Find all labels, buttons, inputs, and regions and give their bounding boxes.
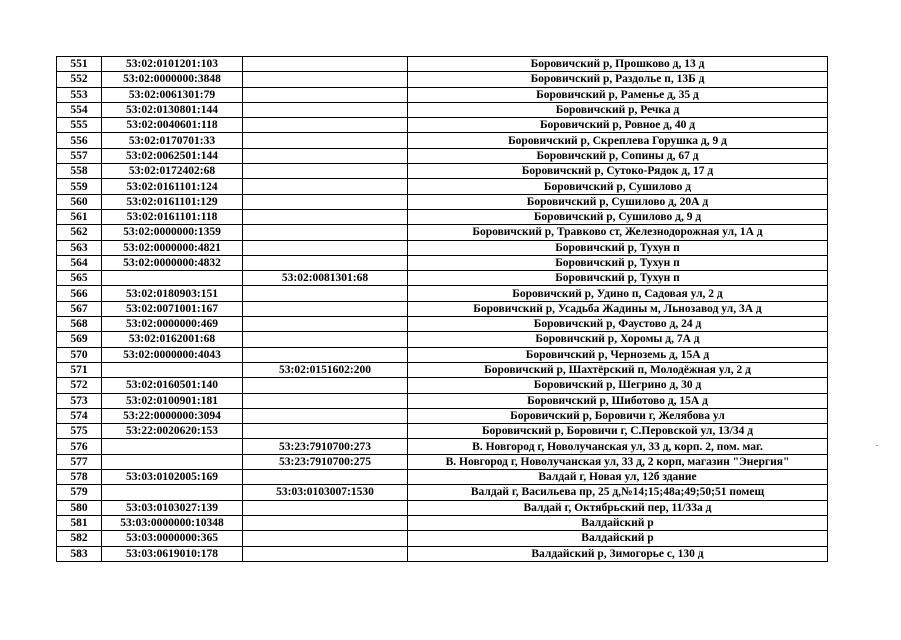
row-number-cell: 574 — [57, 408, 102, 423]
cadastral-number-cell: 53:22:0000000:3094 — [102, 408, 243, 423]
address-cell: Валдай г, Васильева пр, 25 д,№14;15;48а;49;50;51 помещ — [408, 485, 828, 500]
table-row — [57, 286, 828, 301]
secondary-cadastral-number-cell — [243, 194, 408, 209]
row-number-cell: 567 — [57, 301, 102, 316]
cadastral-number-cell: 53:22:0020620:153 — [102, 424, 243, 439]
address-cell: Боровичский р, Тухун п — [408, 255, 828, 270]
address-cell: Боровичский р, Хоромы д, 7А д — [408, 332, 828, 347]
address-cell: Боровичский р, Шиботово д, 15А д — [408, 393, 828, 408]
secondary-cadastral-number-cell: 53:02:0081301:68 — [243, 271, 408, 286]
table-row — [57, 301, 828, 316]
address-cell: Боровичский р, Боровичи г, Желябова ул — [408, 408, 828, 423]
row-number-cell: 563 — [57, 240, 102, 255]
table-row — [57, 148, 828, 163]
secondary-cadastral-number-cell: 53:03:0103007:1530 — [243, 485, 408, 500]
address-cell: Боровичский р, Раменье д, 35 д — [408, 87, 828, 102]
row-number-cell: 580 — [57, 500, 102, 515]
row-number-cell: 577 — [57, 454, 102, 469]
secondary-cadastral-number-cell — [243, 332, 408, 347]
cadastral-number-cell: 53:02:0000000:3848 — [102, 72, 243, 87]
secondary-cadastral-number-cell — [243, 225, 408, 240]
table-row — [57, 317, 828, 332]
row-number-cell: 558 — [57, 164, 102, 179]
secondary-cadastral-number-cell — [243, 286, 408, 301]
row-number-cell: 581 — [57, 515, 102, 530]
table-row — [57, 500, 828, 515]
address-cell: Боровичский р, Ровное д, 40 д — [408, 118, 828, 133]
row-number-cell: 556 — [57, 133, 102, 148]
cadastral-number-cell: 53:02:0161101:124 — [102, 179, 243, 194]
row-number-cell: 565 — [57, 271, 102, 286]
row-number-cell: 559 — [57, 179, 102, 194]
row-number-cell: 582 — [57, 531, 102, 546]
cadastral-number-cell: 53:02:0180903:151 — [102, 286, 243, 301]
cadastral-number-cell: 53:02:0000000:4043 — [102, 347, 243, 362]
secondary-cadastral-number-cell — [243, 57, 408, 72]
address-cell: Боровичский р, Удино п, Садовая ул, 2 д — [408, 286, 828, 301]
secondary-cadastral-number-cell — [243, 393, 408, 408]
secondary-cadastral-number-cell — [243, 515, 408, 530]
address-cell: Боровичский р, Раздолье п, 13Б д — [408, 72, 828, 87]
address-cell: Боровичский р, Сушилово д — [408, 179, 828, 194]
cadastral-number-cell: 53:02:0170701:33 — [102, 133, 243, 148]
table-row — [57, 454, 828, 469]
secondary-cadastral-number-cell — [243, 531, 408, 546]
address-cell: Боровичский р, Сушилово д, 20А д — [408, 194, 828, 209]
secondary-cadastral-number-cell — [243, 347, 408, 362]
secondary-cadastral-number-cell — [243, 240, 408, 255]
cadastral-number-cell: 53:02:0062501:144 — [102, 148, 243, 163]
table-row — [57, 72, 828, 87]
cadastral-number-cell: 53:02:0000000:4821 — [102, 240, 243, 255]
cadastral-number-cell — [102, 485, 243, 500]
secondary-cadastral-number-cell — [243, 255, 408, 270]
secondary-cadastral-number-cell: 53:23:7910700:275 — [243, 454, 408, 469]
table-row — [57, 378, 828, 393]
row-number-cell: 553 — [57, 87, 102, 102]
address-cell: Валдайский р, Зимогорье с, 130 д — [408, 546, 828, 561]
address-cell: Боровичский р, Тухун п — [408, 271, 828, 286]
address-cell: Боровичский р, Шахтёрский п, Молодёжная ул, 2 д — [408, 362, 828, 377]
cadastral-number-cell: 53:02:0040601:118 — [102, 118, 243, 133]
cadastral-number-cell: 53:02:0161101:129 — [102, 194, 243, 209]
cadastral-number-cell: 53:03:0103027:139 — [102, 500, 243, 515]
secondary-cadastral-number-cell — [243, 470, 408, 485]
table-row — [57, 225, 828, 240]
secondary-cadastral-number-cell: 53:23:7910700:273 — [243, 439, 408, 454]
cadastral-number-cell: 53:03:0619010:178 — [102, 546, 243, 561]
table-row — [57, 209, 828, 224]
address-cell: Валдай г, Новая ул, 12б здание — [408, 470, 828, 485]
cadastral-number-cell: 53:02:0130801:144 — [102, 102, 243, 117]
secondary-cadastral-number-cell — [243, 133, 408, 148]
cadastral-number-cell: 53:02:0000000:469 — [102, 317, 243, 332]
cadastral-number-cell: 53:03:0102005:169 — [102, 470, 243, 485]
table-row — [57, 87, 828, 102]
row-number-cell: 583 — [57, 546, 102, 561]
secondary-cadastral-number-cell — [243, 118, 408, 133]
address-cell: Боровичский р, Сутоко-Рядок д, 17 д — [408, 164, 828, 179]
address-cell: В. Новгород г, Новолучанская ул, 33 д, 2 корп, магазин "Энергия" — [408, 454, 828, 469]
address-cell: Боровичский р, Шегрино д, 30 д — [408, 378, 828, 393]
table-row — [57, 515, 828, 530]
address-cell: Боровичский р, Фаустово д, 24 д — [408, 317, 828, 332]
secondary-cadastral-number-cell — [243, 408, 408, 423]
address-cell: Боровичский р, Тухун п — [408, 240, 828, 255]
address-cell: Боровичский р, Прошково д, 13 д — [408, 57, 828, 72]
registry-table — [56, 56, 828, 562]
cadastral-number-cell: 53:02:0101201:103 — [102, 57, 243, 72]
row-number-cell: 564 — [57, 255, 102, 270]
row-number-cell: 575 — [57, 424, 102, 439]
address-cell: Боровичский р, Черноземь д, 15А д — [408, 347, 828, 362]
table-row — [57, 362, 828, 377]
cadastral-number-cell — [102, 439, 243, 454]
cadastral-number-cell: 53:03:0000000:10348 — [102, 515, 243, 530]
address-cell: Боровичский р, Травково ст, Железнодорожная ул, 1А д — [408, 225, 828, 240]
table-row — [57, 439, 828, 454]
row-number-cell: 554 — [57, 102, 102, 117]
address-cell: Валдай г, Октябрьский пер, 11/33а д — [408, 500, 828, 515]
table-row — [57, 424, 828, 439]
row-number-cell: 552 — [57, 72, 102, 87]
row-number-cell: 579 — [57, 485, 102, 500]
table-row — [57, 240, 828, 255]
secondary-cadastral-number-cell — [243, 179, 408, 194]
address-cell: Боровичский р, Боровичи г, С.Перовской ул, 13/34 д — [408, 424, 828, 439]
row-number-cell: 570 — [57, 347, 102, 362]
cadastral-number-cell: 53:02:0061301:79 — [102, 87, 243, 102]
cadastral-number-cell — [102, 271, 243, 286]
address-cell: Боровичский р, Усадьба Жадины м, Льнозавод ул, 3А д — [408, 301, 828, 316]
table-row — [57, 164, 828, 179]
row-number-cell: 578 — [57, 470, 102, 485]
secondary-cadastral-number-cell — [243, 317, 408, 332]
table-row — [57, 332, 828, 347]
row-number-cell: 560 — [57, 194, 102, 209]
secondary-cadastral-number-cell — [243, 209, 408, 224]
cadastral-number-cell: 53:02:0000000:4832 — [102, 255, 243, 270]
table-row — [57, 393, 828, 408]
cadastral-number-cell: 53:02:0160501:140 — [102, 378, 243, 393]
table-row — [57, 408, 828, 423]
secondary-cadastral-number-cell — [243, 378, 408, 393]
row-number-cell: 573 — [57, 393, 102, 408]
row-number-cell: 572 — [57, 378, 102, 393]
table-row — [57, 57, 828, 72]
cadastral-number-cell: 53:02:0161101:118 — [102, 209, 243, 224]
row-number-cell: 571 — [57, 362, 102, 377]
cadastral-number-cell: 53:02:0071001:167 — [102, 301, 243, 316]
cadastral-number-cell: 53:02:0100901:181 — [102, 393, 243, 408]
secondary-cadastral-number-cell — [243, 102, 408, 117]
secondary-cadastral-number-cell — [243, 301, 408, 316]
cadastral-number-cell: 53:02:0000000:1359 — [102, 225, 243, 240]
row-number-cell: 566 — [57, 286, 102, 301]
table-row — [57, 179, 828, 194]
cadastral-number-cell: 53:02:0162001:68 — [102, 332, 243, 347]
row-number-cell: 555 — [57, 118, 102, 133]
cadastral-number-cell: 53:02:0172402:68 — [102, 164, 243, 179]
row-number-cell: 562 — [57, 225, 102, 240]
secondary-cadastral-number-cell — [243, 148, 408, 163]
table-row — [57, 194, 828, 209]
address-cell: Боровичский р, Скреплева Горушка д, 9 д — [408, 133, 828, 148]
table-row — [57, 546, 828, 561]
registry-table-body — [57, 57, 828, 562]
secondary-cadastral-number-cell — [243, 72, 408, 87]
table-row — [57, 470, 828, 485]
table-row — [57, 133, 828, 148]
secondary-cadastral-number-cell — [243, 546, 408, 561]
row-number-cell: 569 — [57, 332, 102, 347]
row-number-cell: 551 — [57, 57, 102, 72]
table-row — [57, 531, 828, 546]
table-row — [57, 271, 828, 286]
secondary-cadastral-number-cell — [243, 164, 408, 179]
cadastral-number-cell — [102, 362, 243, 377]
table-row — [57, 102, 828, 117]
row-number-cell: 576 — [57, 439, 102, 454]
address-cell: Боровичский р, Сушилово д, 9 д — [408, 209, 828, 224]
table-row — [57, 118, 828, 133]
cadastral-number-cell — [102, 454, 243, 469]
row-number-cell: 561 — [57, 209, 102, 224]
table-row — [57, 255, 828, 270]
row-number-cell: 557 — [57, 148, 102, 163]
address-cell: В. Новгород г, Новолучанская ул, 33 д, корп. 2, пом. маг. — [408, 439, 828, 454]
cadastral-number-cell: 53:03:0000000:365 — [102, 531, 243, 546]
secondary-cadastral-number-cell — [243, 87, 408, 102]
secondary-cadastral-number-cell: 53:02:0151602:200 — [243, 362, 408, 377]
address-cell: Валдайский р — [408, 531, 828, 546]
address-cell: Боровичский р, Сопины д, 67 д — [408, 148, 828, 163]
secondary-cadastral-number-cell — [243, 500, 408, 515]
table-row — [57, 485, 828, 500]
row-number-cell: 568 — [57, 317, 102, 332]
address-cell: Валдайский р — [408, 515, 828, 530]
address-cell: Боровичский р, Речка д — [408, 102, 828, 117]
table-row — [57, 347, 828, 362]
scan-speck — [876, 445, 878, 446]
secondary-cadastral-number-cell — [243, 424, 408, 439]
